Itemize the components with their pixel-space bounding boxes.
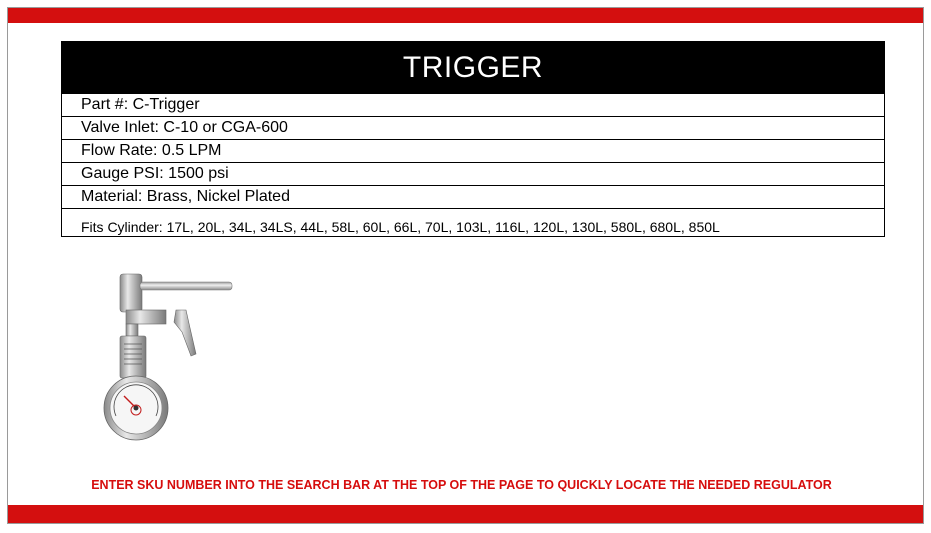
spec-table xyxy=(61,41,885,237)
spec-value: C-Trigger xyxy=(132,96,200,113)
spec-row-flow-rate: Flow Rate: 0.5 LPM xyxy=(62,139,884,162)
spec-row-fits-cylinder: Fits Cylinder: 17L, 20L, 34L, 34LS, 44L, 58L, 60L, 66L, 70L, 103L, 116L, 120L, 130L, 580L, 680L, 850L xyxy=(62,208,884,236)
product-title: TRIGGER xyxy=(62,42,884,93)
spec-row-part: Part #: C-Trigger xyxy=(62,93,884,116)
spec-value: Brass, Nickel Plated xyxy=(146,188,290,205)
spec-label: Flow Rate xyxy=(81,142,154,159)
spec-value: C-10 or CGA-600 xyxy=(163,119,288,136)
spec-label: Gauge PSI xyxy=(81,165,160,182)
spec-label: Material xyxy=(81,188,138,205)
spec-row-material: Material: Brass, Nickel Plated xyxy=(62,185,884,208)
spec-value: 17L, 20L, 34L, 34LS, 44L, 58L, 60L, 66L, 70L, 103L, 116L, 120L, 130L, 580L, 680L, 850L xyxy=(166,219,720,235)
spec-label: Part # xyxy=(81,96,124,113)
spec-row-gauge-psi: Gauge PSI: 1500 psi xyxy=(62,162,884,185)
sku-search-notice: ENTER SKU NUMBER INTO THE SEARCH BAR AT THE TOP OF THE PAGE TO QUICKLY LOCATE THE NEEDED REGULATOR xyxy=(91,478,832,492)
trigger-regulator-illustration xyxy=(96,270,246,450)
spec-value: 1500 psi xyxy=(168,165,229,182)
spec-label: Fits Cylinder xyxy=(81,219,159,235)
bottom-red-band xyxy=(8,505,923,523)
spec-label: Valve Inlet xyxy=(81,119,155,136)
spec-value: 0.5 LPM xyxy=(161,142,222,159)
top-red-band xyxy=(8,8,923,23)
spec-row-valve-inlet: Valve Inlet: C-10 or CGA-600 xyxy=(62,116,884,139)
